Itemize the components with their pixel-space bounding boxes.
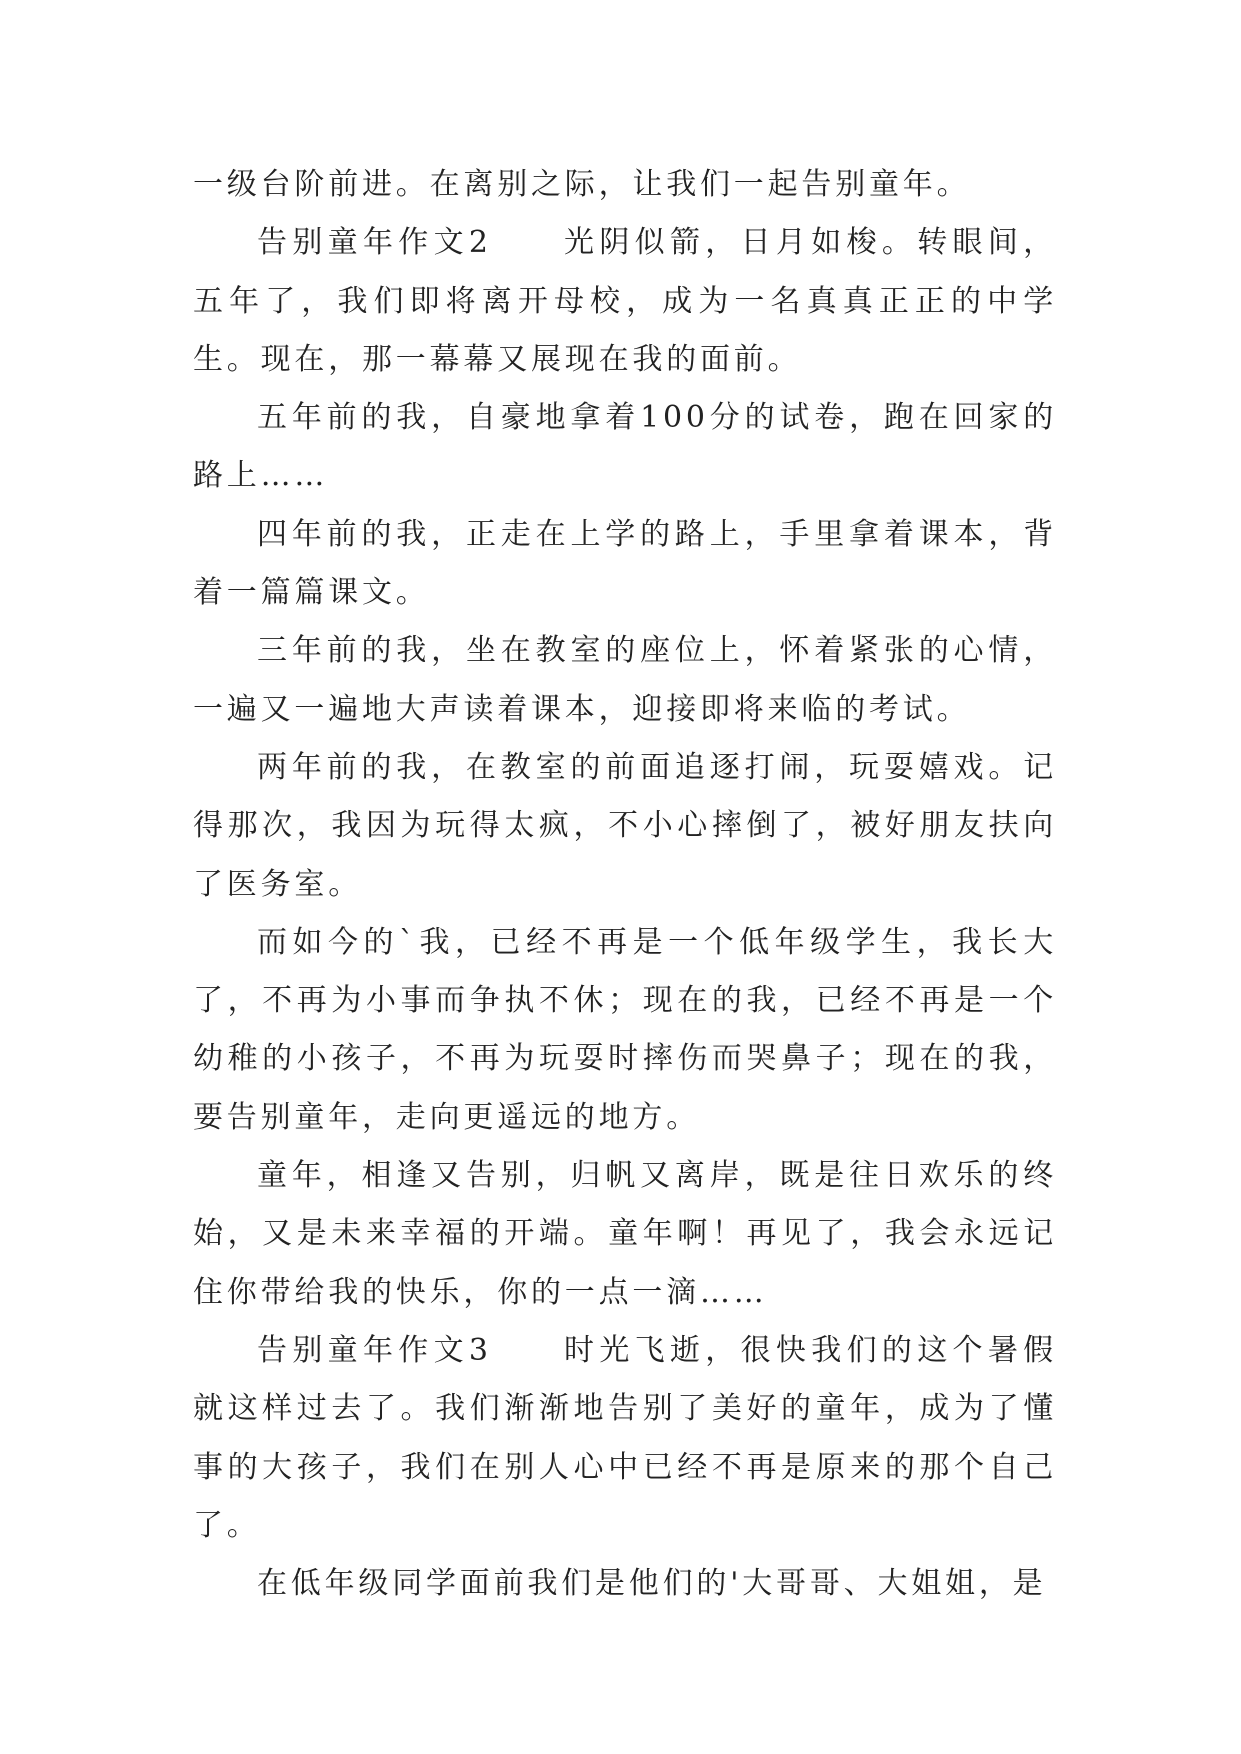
paragraph: 一级台阶前进。在离别之际，让我们一起告别童年。 <box>193 167 971 202</box>
document-body <box>193 156 1057 1613</box>
paragraph: 三年前的我，坐在教室的座位上，怀着紧张的心情，一遍又一遍地大声读着课本，迎接即将来临的考试。 <box>193 633 1057 727</box>
paragraph: 四年前的我，正走在上学的路上，手里拿着课本，背着一篇篇课文。 <box>193 516 1057 611</box>
paragraph: 两年前的我，在教室的前面追逐打闹，玩耍嬉戏。记得那次，我因为玩得太疯，不小心摔倒了，被好朋友扶向了医务室。 <box>193 749 1057 902</box>
paragraph: 在低年级同学面前我们是他们的'大哥哥、大姐姐，是 <box>257 1566 1047 1602</box>
paragraph: 而如今的`我，已经不再是一个低年级学生，我长大了，不再为小事而争执不休；现在的我，已经不再是一个幼稚的小孩子，不再为玩耍时摔伤而哭鼻子；现在的我，要告别童年，走向更遥远的地方。 <box>193 924 1057 1135</box>
paragraph: 五年前的我，自豪地拿着100分的试卷，跑在回家的路上…… <box>193 400 1057 494</box>
paragraph: 告别童年作文2 光阴似箭，日月如梭。转眼间，五年了，我们即将离开母校，成为一名真真正正的中学生。现在，那一幕幕又展现在我的面前。 <box>193 225 1057 377</box>
paragraph: 告别童年作文3 时光飞逝，很快我们的这个暑假就这样过去了。我们渐渐地告别了美好的童年，成为了懂事的大孩子，我们在别人心中已经不再是原来的那个自己了。 <box>193 1332 1057 1543</box>
paragraph: 童年，相逢又告别，归帆又离岸，既是往日欢乐的终始，又是未来幸福的开端。童年啊！再见了，我会永远记住你带给我的快乐，你的一点一滴…… <box>193 1158 1057 1310</box>
